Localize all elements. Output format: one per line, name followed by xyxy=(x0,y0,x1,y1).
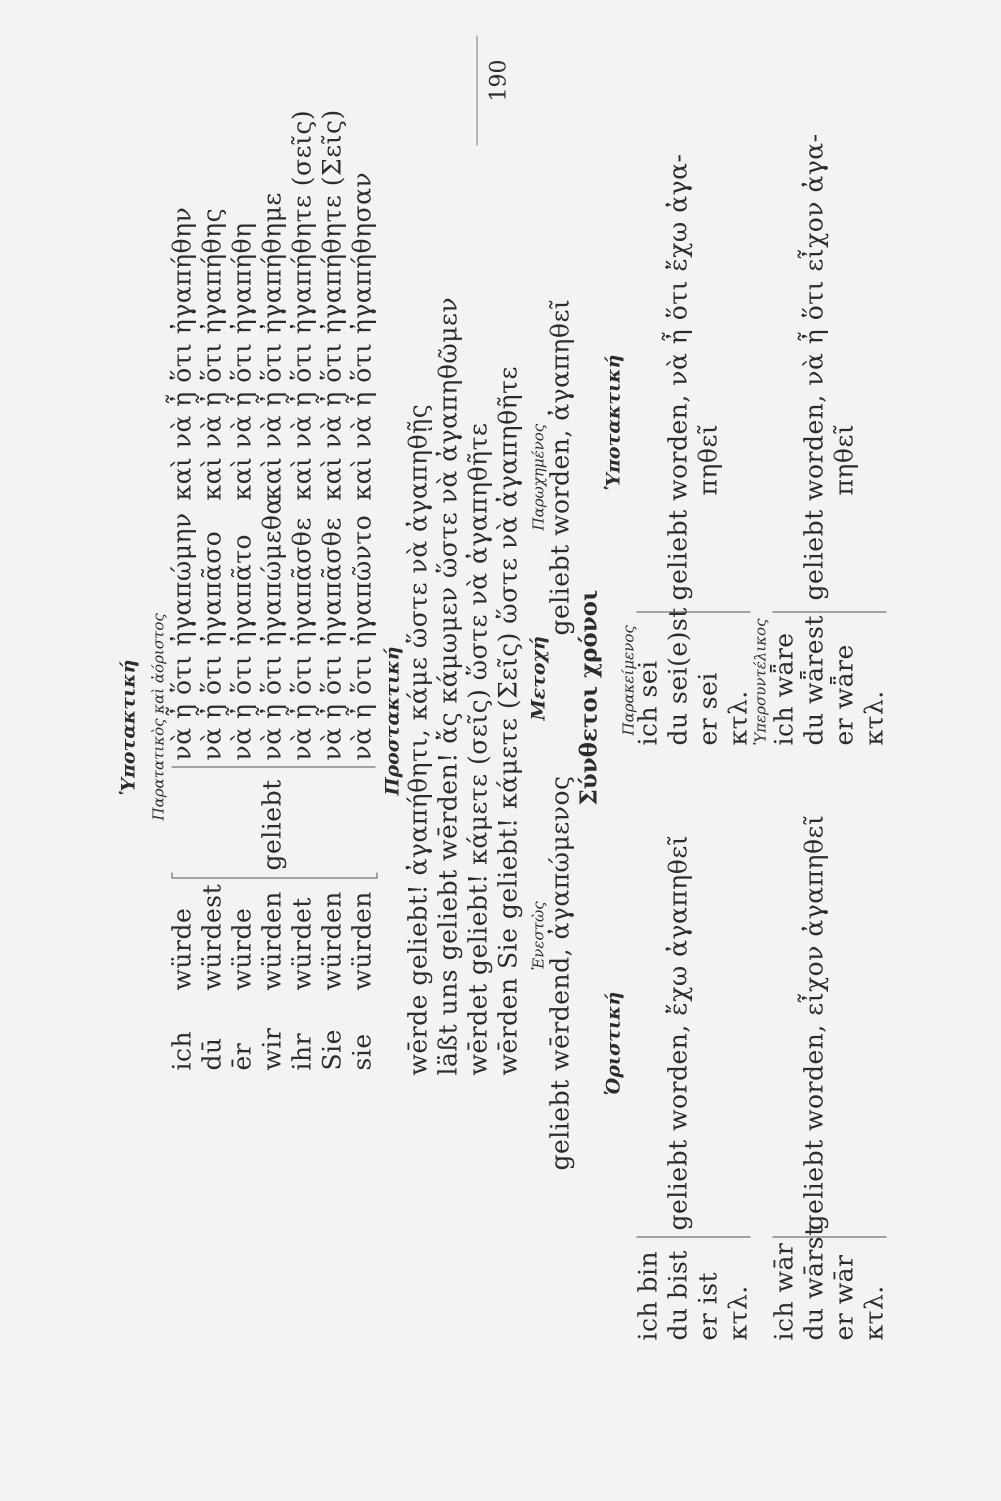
form: κτλ. xyxy=(859,1285,889,1341)
imperative-heading: Προστακτική xyxy=(381,646,404,796)
indicative-heading: Ὁριστική xyxy=(602,991,625,1096)
form: er sei xyxy=(693,672,723,746)
greek-form: νὰ ἦ ὅτι ἠγαπώμην xyxy=(167,512,197,761)
pronoun: ēr xyxy=(227,1042,257,1071)
imperative-line: wērde geliebt! ἀγαπήθητι, κάμε ὥστε νὰ ἀγαπηθῇς xyxy=(403,403,433,1076)
imperative-line: wērdet geliebt! κάμετε (σεῖς) ὥστε νὰ ἀγαπηθῆτε xyxy=(463,422,493,1076)
pronoun: dū xyxy=(197,1037,227,1071)
participle-heading: Μετοχή xyxy=(527,636,550,721)
pronoun: Sie xyxy=(317,1029,347,1071)
top-subheading: Παρατατικὸς καὶ ἀόριστος xyxy=(149,613,168,821)
greek-form: καὶ νὰ ἦ ὅτι ἠγαπήθητε (σεῖς) xyxy=(287,109,317,501)
greek-form: καὶ νὰ ἦ ὅτι ἠγαπήθην xyxy=(167,206,197,501)
form: κτλ. xyxy=(723,690,753,746)
pronoun: wir xyxy=(257,1027,287,1071)
greek-form: νὰ ἦ ὅτι ἠγαπῶντο xyxy=(347,514,377,761)
form: du wārst xyxy=(799,1225,829,1341)
form: ich bin xyxy=(633,1250,663,1341)
aux-verb: würden xyxy=(257,891,287,991)
divider xyxy=(637,612,751,613)
page-number-rule xyxy=(477,36,478,146)
aux-verb: würdet xyxy=(287,897,317,991)
form: er wār xyxy=(829,1254,859,1341)
compound-heading: Σύνθετοι χρόνοι xyxy=(575,589,603,806)
divider xyxy=(172,767,376,768)
subjunctive-pluperfect-text: geliebt worden, νὰ ἦ ὅτι εἶχον ἀγα- xyxy=(799,133,829,601)
subjunctive-perfect-text: geliebt worden, νὰ ἦ ὅτι ἔχω ἀγα- xyxy=(663,153,693,601)
greek-form: νὰ ἦ ὅτι ἠγαπᾶσθε xyxy=(287,517,317,761)
greek-form: καὶ νὰ ἦ ὅτι ἠγαπήθητε (Σεῖς) xyxy=(317,109,347,501)
present-participle: geliebt wērdend, ἀγαπώμενος xyxy=(545,775,575,1171)
form: ich sei xyxy=(633,660,663,746)
imperative-line: läßt uns geliebt wērden! ἄς κάμωμεν ὥστε νὰ ἀγαπηθῶμεν xyxy=(433,296,463,1076)
form: er wǟre xyxy=(829,644,859,746)
perfect-participle: geliebt worden, ἀγαπηθεῖ xyxy=(545,298,575,636)
perfect-label: Παρακείμενος xyxy=(619,625,638,736)
imperative-line: wērden Sie geliebt! κάμετε (Σεῖς) ὥστε νὰ ἀγαπηθῆτε xyxy=(493,366,523,1076)
subjunctive-perfect-text-cont: πηθεῖ xyxy=(693,423,723,496)
form: κτλ. xyxy=(859,690,889,746)
perfect-participle-label: Παρωχημένος xyxy=(529,423,548,531)
greek-form: καὶ νὰ ἦ ὅτι ἠγαπήθημε xyxy=(257,192,287,501)
subjunctive-heading: Ὑποτακτική xyxy=(602,354,625,491)
form: ich wǟre xyxy=(769,632,799,746)
rotated-page xyxy=(0,1,1001,1501)
greek-form: καὶ νὰ ἦ ὅτι ἠγαπήθης xyxy=(197,207,227,501)
bracket xyxy=(172,873,378,879)
participle-geliebt: geliebt xyxy=(257,779,287,871)
pronoun: ich xyxy=(167,1030,197,1071)
aux-verb: würde xyxy=(227,907,257,991)
subjunctive-pluperfect-text-cont: πηθεῖ xyxy=(829,423,859,496)
aux-verb: würden xyxy=(317,891,347,991)
greek-form: καὶ νὰ ἦ ὅτι ἠγαπήθη xyxy=(227,222,257,501)
aux-verb: würde xyxy=(167,907,197,991)
top-heading: Ὑποτακτική xyxy=(117,659,140,796)
greek-form: νὰ ἦ ὅτι ἠγαπᾶτο xyxy=(227,533,257,761)
indicative-perfect-text: geliebt worden, ἔχω ἀγαπηθεῖ xyxy=(663,834,693,1231)
form: du bist xyxy=(663,1250,693,1341)
divider xyxy=(773,1237,887,1238)
indicative-pluperfect-text: geliebt worden, εἶχον ἀγαπηθεῖ xyxy=(799,814,829,1231)
greek-form: νὰ ἦ ὅτι ἠγαπᾶσο xyxy=(197,530,227,761)
form: du wǟrest xyxy=(799,615,829,746)
form: du sei(e)st xyxy=(663,607,693,746)
pronoun: ihr xyxy=(287,1032,317,1071)
greek-form: νὰ ἦ ὅτι ἠγαπᾶσθε xyxy=(317,517,347,761)
form: κτλ. xyxy=(723,1285,753,1341)
divider xyxy=(637,1237,751,1238)
form: ich wār xyxy=(769,1242,799,1341)
present-participle-label: Ἐνεστὼς xyxy=(529,901,548,971)
page-number: 190 xyxy=(486,59,512,102)
pluperfect-label: Ὑπερσυντέλικος xyxy=(751,618,770,746)
aux-verb: würden xyxy=(347,891,377,991)
divider xyxy=(773,612,887,613)
pronoun: sie xyxy=(347,1033,377,1071)
greek-form: καὶ νὰ ἦ ὅτι ἠγαπήθησαν xyxy=(347,171,377,501)
greek-form: νὰ ἦ ὅτι ἠγαπώμεθα xyxy=(257,497,287,761)
form: er ist xyxy=(693,1271,723,1341)
aux-verb: würdest xyxy=(197,883,227,991)
